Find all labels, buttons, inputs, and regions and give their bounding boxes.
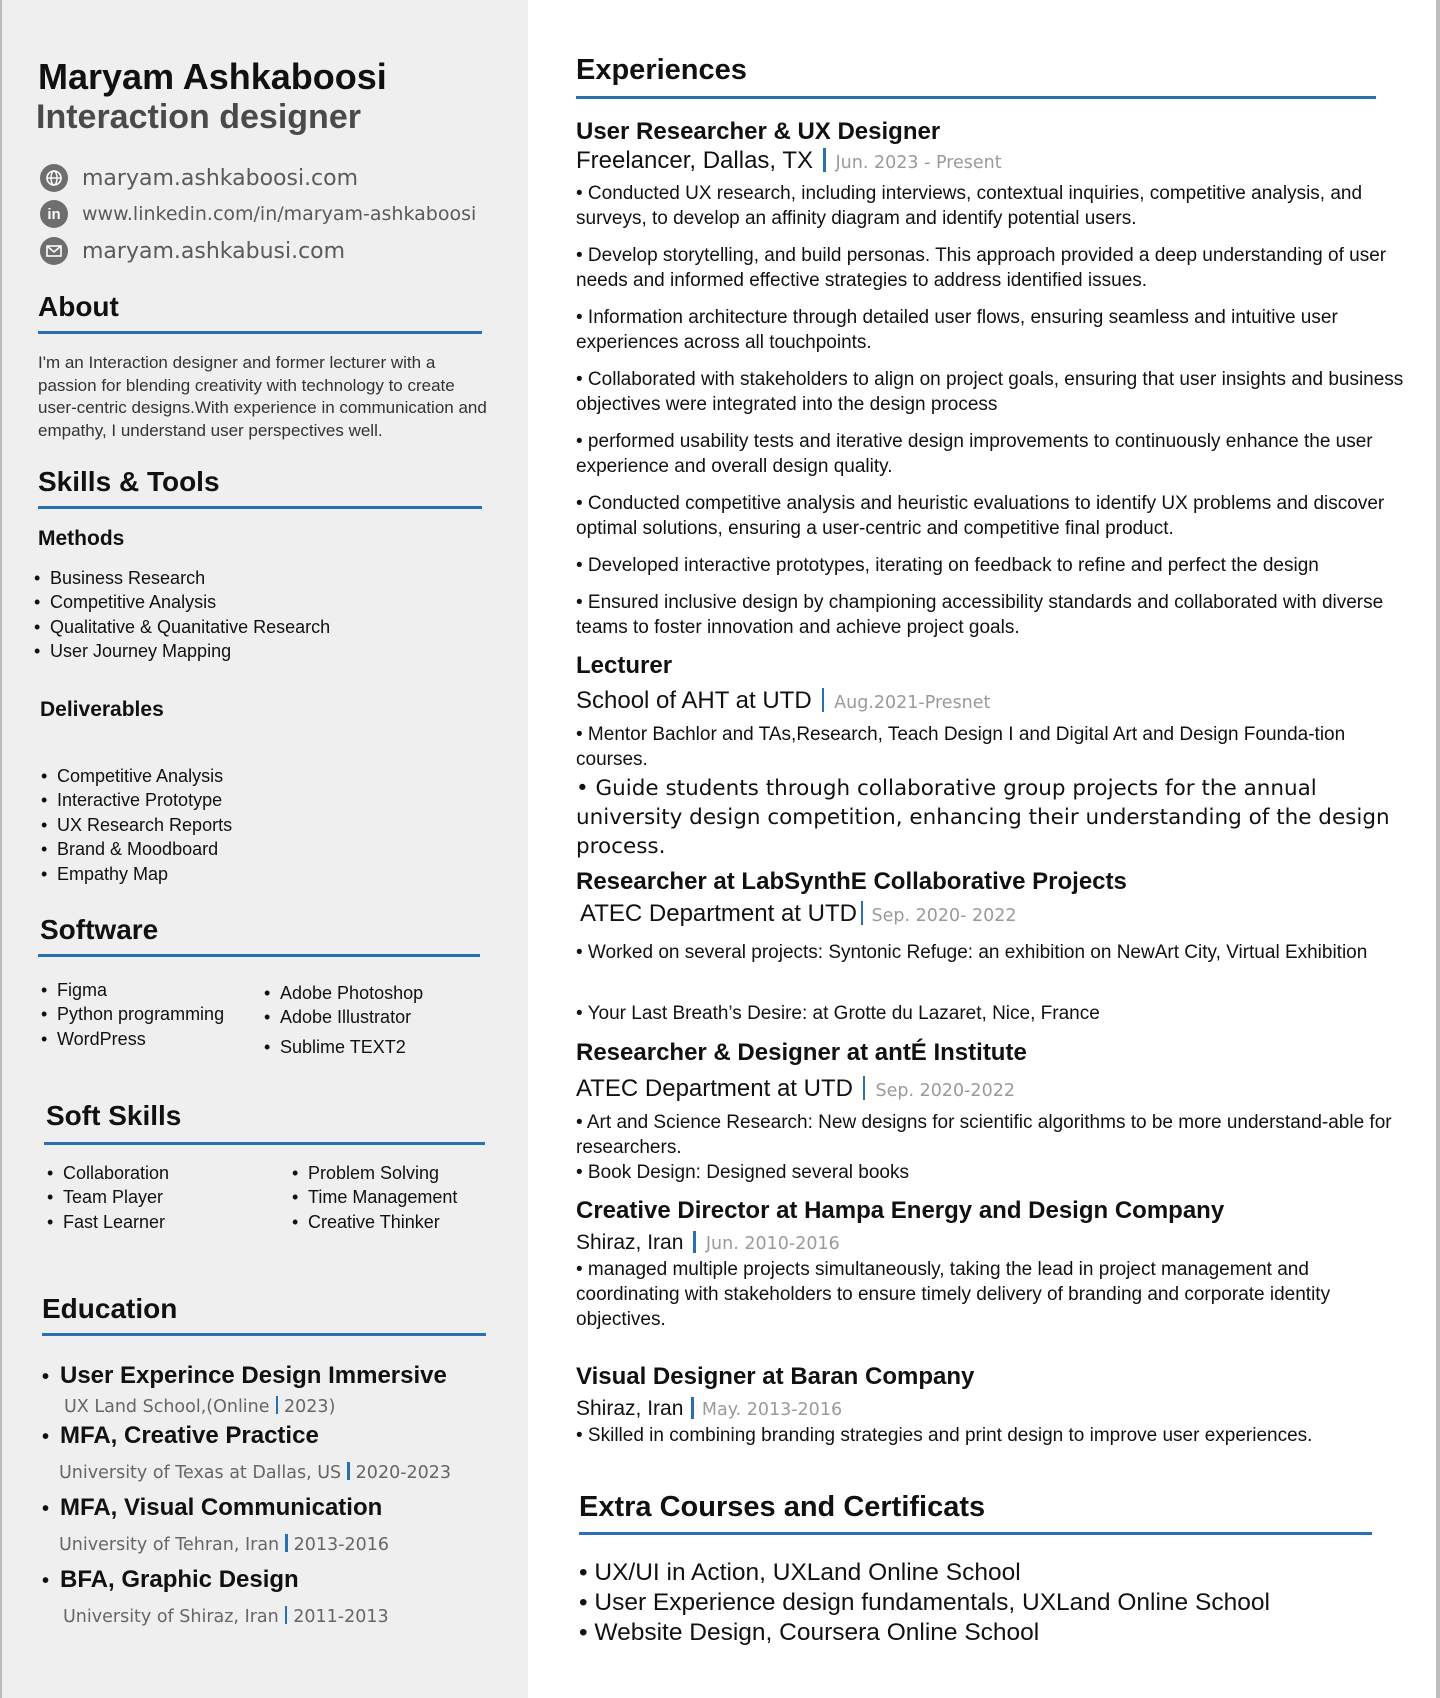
divider xyxy=(861,901,864,925)
list-item: • Collaboration xyxy=(47,1161,169,1185)
job-date: Jun. 2010-2016 xyxy=(705,1234,840,1254)
job-bullet: • Develop storytelling, and build personas. This approach provided a deep understanding of user needs and informed effective strategies to address identified issues. xyxy=(576,245,1387,291)
divider xyxy=(691,1397,694,1419)
deliverables-heading: Deliverables xyxy=(40,698,164,721)
education-meta xyxy=(63,1606,389,1627)
job-bullet: • Developed interactive prototypes, iterating on feedback to refine and perfect the design xyxy=(576,555,1319,576)
job-bullet: • Worked on several projects: Syntonic Refuge: an exhibition on NewArt City, Virtual Exhibition xyxy=(576,942,1368,963)
job-bullet: • Mentor Bachlor and TAs,Research, Teach Design I and Digital Art and Design Founda-tion courses. xyxy=(576,724,1346,770)
job-title: Researcher at LabSynthE Collaborative Projects xyxy=(576,868,1127,895)
job-subline xyxy=(576,147,1002,175)
about-rule xyxy=(38,331,482,334)
sidebar xyxy=(0,0,528,1698)
list-item: • Competitive Analysis xyxy=(34,590,330,614)
education-meta xyxy=(59,1534,389,1555)
education-title: • MFA, Creative Practice xyxy=(42,1422,319,1450)
job-date: Sep. 2020-2022 xyxy=(875,1081,1015,1101)
page-edge xyxy=(1436,0,1440,1698)
list-item: • Figma xyxy=(41,978,224,1002)
about-text: I'm an Interaction designer and former lecturer with a passion for blending creativity with technology to create user-centric designs.With experience in communication and empathy, I understand user perspectives well. xyxy=(38,353,487,440)
software-heading: Software xyxy=(40,914,159,945)
certificate-item: • UX/UI in Action, UXLand Online School xyxy=(579,1559,1021,1586)
list-item: • Team Player xyxy=(47,1185,169,1209)
job-bullet: • performed usability tests and iterative design improvements to continuously enhance the user experience and overall design quality. xyxy=(576,431,1373,477)
job-title: Creative Director at Hampa Energy and Design Company xyxy=(576,1197,1225,1224)
soft-skills-rule xyxy=(44,1142,485,1145)
certificates-rule xyxy=(579,1532,1372,1535)
list-item: • Empathy Map xyxy=(41,862,232,886)
job-title: Visual Designer at Baran Company xyxy=(576,1363,975,1390)
education-school: University of Texas at Dallas, US xyxy=(59,1463,342,1483)
divider xyxy=(863,1076,866,1100)
contact-linkedin-text[interactable]: www.linkedin.com/in/maryam-ashkaboosi xyxy=(82,203,477,225)
list-item: • UX Research Reports xyxy=(41,813,232,837)
job-title: Researcher & Designer at antÉ Institute xyxy=(576,1039,1027,1066)
list-item: • Adobe Illustrator xyxy=(264,1005,423,1029)
certificates-heading: Extra Courses and Certificats xyxy=(579,1491,986,1523)
job-org: Shiraz, Iran xyxy=(576,1231,684,1254)
job-subline xyxy=(580,900,1017,928)
divider xyxy=(693,1231,696,1253)
list-item: • Sublime TEXT2 xyxy=(264,1035,423,1059)
divider xyxy=(822,688,825,712)
job-bullet: • Information architecture through detailed user flows, ensuring seamless and intuitive user experiences across all touchpoints. xyxy=(576,307,1338,353)
list-item: • Python programming xyxy=(41,1002,224,1026)
job-subline xyxy=(576,1231,840,1255)
job-bullet: • Ensured inclusive design by championing accessibility standards and collaborated with diverse teams to foster innovation and achieve project goals. xyxy=(576,592,1384,638)
divider xyxy=(285,1534,288,1552)
education-meta xyxy=(64,1396,335,1417)
list-item: • Problem Solving xyxy=(292,1161,457,1185)
job-title: User Researcher & UX Designer xyxy=(576,118,941,145)
list-item: • Fast Learner xyxy=(47,1210,169,1234)
person-name: Maryam Ashkaboosi xyxy=(38,56,387,97)
list-item: • Adobe Photoshop xyxy=(264,981,423,1005)
job-subline xyxy=(576,1397,842,1421)
certificate-item: • Website Design, Coursera Online School xyxy=(579,1619,1040,1646)
deliverables-list xyxy=(41,764,232,886)
education-years: 2013-2016 xyxy=(293,1535,390,1555)
software-rule xyxy=(38,954,480,957)
about-heading: About xyxy=(38,291,119,322)
job-org: ATEC Department at UTD xyxy=(576,1075,853,1102)
job-title: Lecturer xyxy=(576,652,673,679)
contact-website[interactable] xyxy=(40,164,358,192)
main-content xyxy=(528,0,1440,1698)
job-subline xyxy=(576,1075,1015,1103)
education-title: • BFA, Graphic Design xyxy=(42,1566,299,1594)
soft-skills-list-col2 xyxy=(292,1161,457,1234)
methods-heading: Methods xyxy=(38,527,125,550)
globe-icon xyxy=(40,164,68,192)
certificate-item: • User Experience design fundamentals, UXLand Online School xyxy=(579,1589,1270,1616)
contact-email-text[interactable]: maryam.ashkabusi.com xyxy=(82,238,346,264)
job-org: Freelancer, Dallas, TX xyxy=(576,147,813,174)
contact-website-text[interactable]: maryam.ashkaboosi.com xyxy=(82,165,359,191)
job-date: Aug.2021-Presnet xyxy=(834,693,991,713)
job-bullet: • Conducted competitive analysis and heuristic evaluations to identify UX problems and discover optimal solutions, ensuring a user-centric and competitive final product. xyxy=(576,493,1385,539)
software-list-col2 xyxy=(264,981,423,1059)
education-meta xyxy=(59,1462,451,1483)
list-item: • Interactive Prototype xyxy=(41,788,232,812)
list-item: • Creative Thinker xyxy=(292,1210,457,1234)
mail-icon xyxy=(40,237,68,265)
job-bullet: • Skilled in combining branding strategies and print design to improve user experiences. xyxy=(576,1425,1313,1446)
job-bullet: • Conducted UX research, including interviews, contextual inquiries, competitive analysis, and surveys, to develop an affinity diagram and identify potential users. xyxy=(576,183,1363,229)
job-bullet: • Art and Science Research: New designs for scientific algorithms to be more understand-able for researchers. xyxy=(576,1112,1392,1158)
job-date: Sep. 2020- 2022 xyxy=(871,906,1017,926)
contact-linkedin[interactable] xyxy=(40,200,476,228)
education-years: 2023) xyxy=(284,1397,336,1417)
experiences-heading: Experiences xyxy=(576,54,747,86)
education-school: UX Land School,(Online xyxy=(64,1397,270,1417)
job-bullet: • Your Last Breath’s Desire: at Grotte du Lazaret, Nice, France xyxy=(576,1003,1100,1024)
job-date: May. 2013-2016 xyxy=(701,1400,843,1420)
education-school: University of Shiraz, Iran xyxy=(63,1607,279,1627)
job-subline xyxy=(576,687,990,715)
list-item: • Qualitative & Quanitative Research xyxy=(34,615,330,639)
skills-rule xyxy=(38,506,482,509)
list-item: • Competitive Analysis xyxy=(41,764,232,788)
contact-email[interactable] xyxy=(40,237,345,265)
education-school: University of Tehran, Iran xyxy=(59,1535,280,1555)
job-org: Shiraz, Iran xyxy=(576,1397,684,1420)
soft-skills-list-col1 xyxy=(47,1161,169,1234)
job-bullet: • Guide students through collaborative group projects for the annual university design competition, enhancing their understanding of the design process. xyxy=(576,776,1390,859)
divider xyxy=(347,1462,350,1480)
job-bullet: • Book Design: Designed several books xyxy=(576,1162,910,1183)
skills-heading: Skills & Tools xyxy=(38,466,220,497)
divider xyxy=(285,1606,288,1624)
linkedin-icon: in xyxy=(40,200,68,228)
job-org: ATEC Department at UTD xyxy=(580,900,857,927)
job-bullet: • Collaborated with stakeholders to align on project goals, ensuring that user insights and business objectives were integrated into the design process xyxy=(576,369,1404,415)
list-item: • User Journey Mapping xyxy=(34,639,330,663)
education-years: 2011-2013 xyxy=(293,1607,389,1627)
divider xyxy=(823,148,826,172)
experiences-rule xyxy=(576,96,1376,99)
methods-list xyxy=(34,566,330,664)
soft-skills-heading: Soft Skills xyxy=(46,1100,182,1131)
education-years: 2020-2023 xyxy=(355,1463,452,1483)
job-bullet: • managed multiple projects simultaneously, taking the lead in project management and coordinating with stakeholders to ensure timely delivery of branding and corporate identity objectives. xyxy=(576,1259,1331,1330)
software-list-col1 xyxy=(41,978,224,1051)
education-heading: Education xyxy=(42,1293,178,1324)
list-item: • Business Research xyxy=(34,566,330,590)
education-title: • User Experince Design Immersive xyxy=(42,1362,447,1390)
education-rule xyxy=(42,1333,486,1336)
divider xyxy=(276,1396,279,1414)
job-date: Jun. 2023 - Present xyxy=(835,153,1002,173)
job-org: School of AHT at UTD xyxy=(576,687,812,714)
list-item: • Time Management xyxy=(292,1185,457,1209)
education-title: • MFA, Visual Communication xyxy=(42,1494,382,1522)
list-item: • WordPress xyxy=(41,1027,224,1051)
person-role: Interaction designer xyxy=(36,98,361,136)
list-item: • Brand & Moodboard xyxy=(41,837,232,861)
